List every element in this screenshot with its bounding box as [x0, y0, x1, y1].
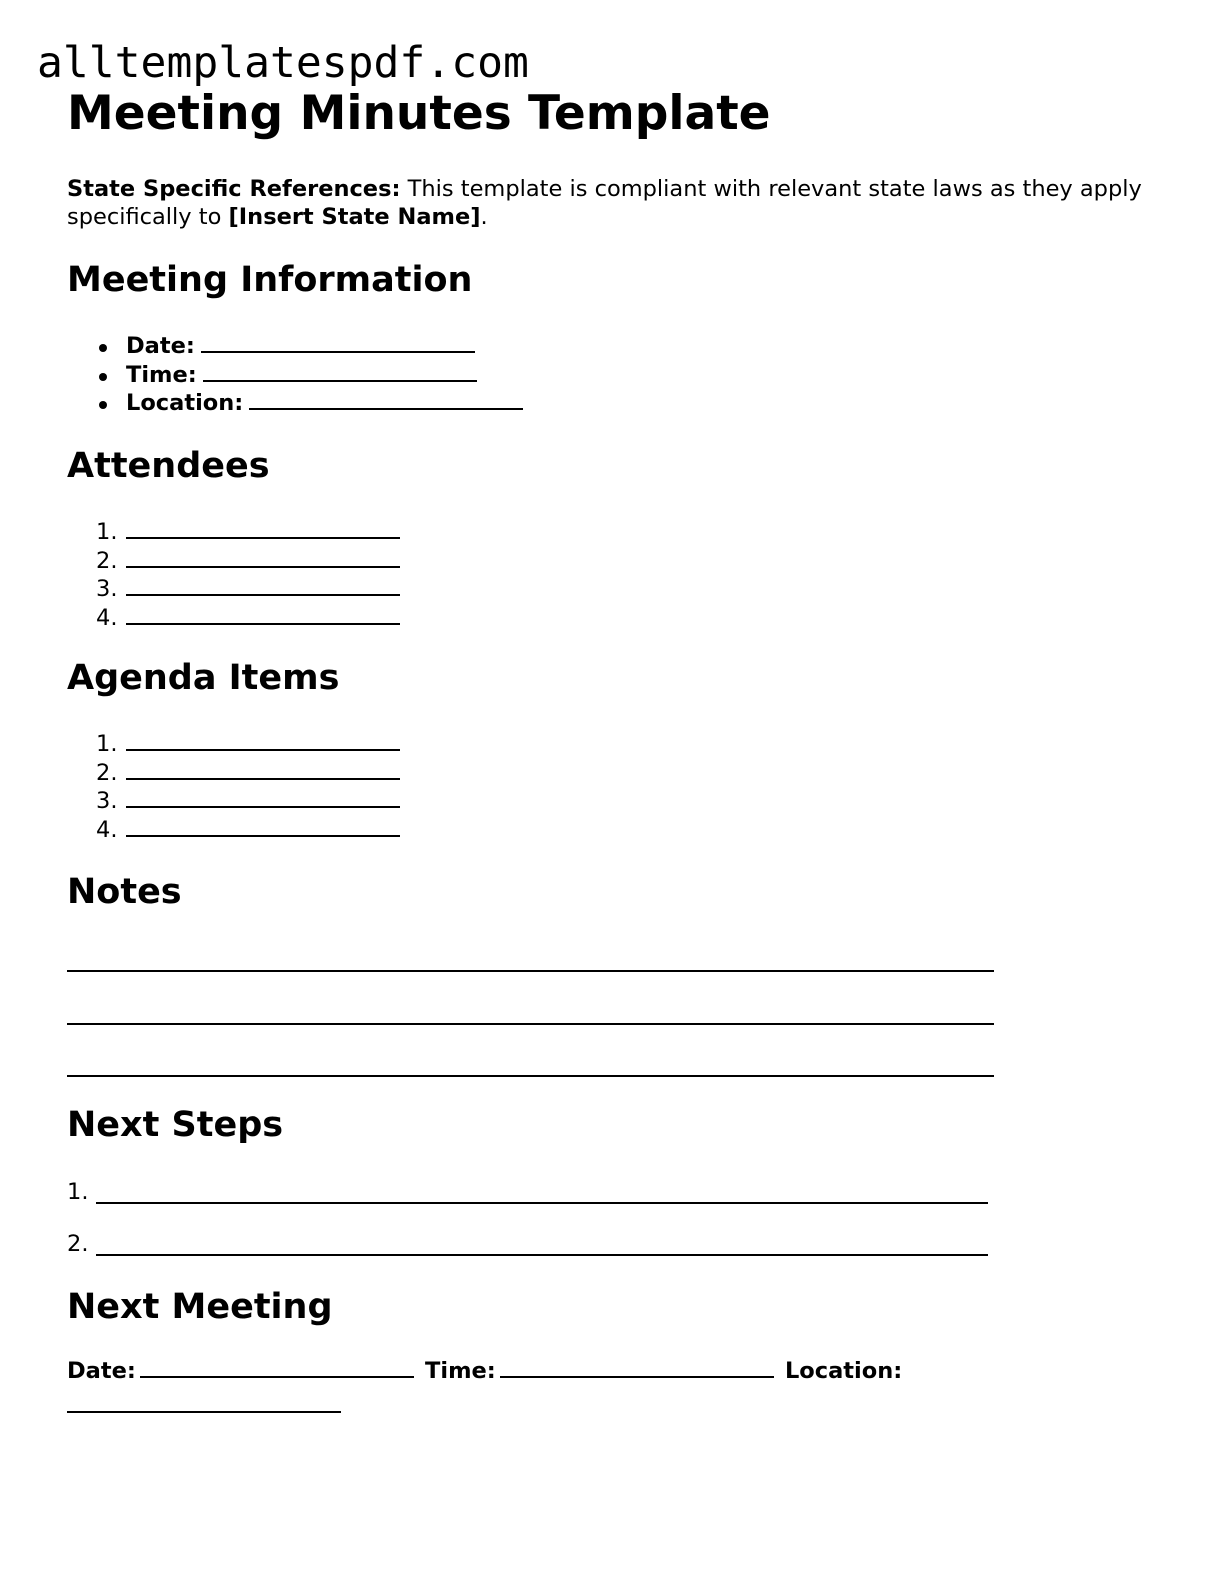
agenda-items-list: [67, 730, 400, 844]
notes-line[interactable]: [67, 970, 994, 972]
list-number: 2.: [96, 759, 118, 786]
next-steps-heading: Next Steps: [67, 1105, 284, 1145]
next-step-field[interactable]: [96, 1254, 988, 1256]
attendee-field[interactable]: [126, 575, 400, 596]
agenda-item-field[interactable]: [126, 787, 400, 808]
list-number: 1.: [96, 519, 118, 545]
attendee-item: [67, 575, 400, 604]
notes-heading: Notes: [67, 872, 182, 912]
meeting-information-list: [67, 332, 523, 418]
list-number: 2.: [67, 1231, 89, 1257]
list-number: 4.: [96, 604, 118, 631]
attendee-field[interactable]: [126, 547, 400, 568]
notes-line[interactable]: [67, 1023, 994, 1025]
agenda-items-heading: Agenda Items: [67, 658, 340, 698]
list-number: 4.: [96, 816, 118, 843]
attendees-heading: Attendees: [67, 446, 270, 486]
list-number: 2.: [96, 547, 118, 574]
next-meeting-location-label: Location:: [784, 1358, 903, 1384]
list-number: 1.: [96, 731, 118, 757]
meeting-date-item: [67, 332, 523, 361]
attendees-list: [67, 518, 400, 632]
meeting-time-label: Time:: [126, 361, 197, 388]
next-meeting-location-field[interactable]: [67, 1411, 341, 1413]
next-meeting-fields: [67, 1357, 902, 1385]
agenda-item: [67, 787, 400, 816]
meeting-information-heading: Meeting Information: [67, 260, 473, 300]
bullet-icon: [99, 373, 107, 381]
next-meeting-date-field[interactable]: [140, 1357, 414, 1378]
notes-line[interactable]: [67, 1075, 994, 1077]
next-meeting-heading: Next Meeting: [67, 1287, 333, 1327]
attendee-item: [67, 518, 400, 547]
meeting-date-label: Date:: [126, 333, 195, 359]
next-step-item: [67, 1178, 88, 1206]
meeting-date-field[interactable]: [201, 332, 475, 353]
bullet-icon: [99, 344, 107, 352]
attendee-field[interactable]: [126, 604, 400, 625]
meeting-location-field[interactable]: [249, 389, 523, 410]
state-references-paragraph: [67, 175, 1157, 231]
agenda-item: [67, 759, 400, 788]
next-step-field[interactable]: [96, 1202, 988, 1204]
meeting-location-label: Location:: [126, 390, 244, 416]
attendee-field[interactable]: [126, 518, 400, 539]
agenda-item-field[interactable]: [126, 759, 400, 780]
list-number: 3.: [96, 788, 118, 814]
meeting-time-field[interactable]: [203, 361, 477, 382]
state-name-placeholder: [Insert State Name]: [228, 204, 481, 230]
attendee-item: [67, 604, 400, 633]
agenda-item: [67, 816, 400, 845]
page-title: Meeting Minutes Template: [67, 86, 771, 141]
meeting-time-item: [67, 361, 523, 390]
meeting-location-item: [67, 389, 523, 418]
paragraph-end: .: [480, 204, 488, 230]
list-number: 3.: [96, 576, 118, 602]
attendee-item: [67, 547, 400, 576]
state-references-label: State Specific References:: [67, 176, 401, 202]
agenda-item-field[interactable]: [126, 730, 400, 751]
next-meeting-date-label: Date:: [67, 1358, 136, 1384]
next-meeting-time-label: Time:: [425, 1358, 496, 1384]
state-references-text: This template is compliant with relevant state laws as they apply specifically to: [67, 176, 1142, 230]
site-watermark: alltemplatespdf.com: [37, 38, 529, 88]
next-meeting-time-field[interactable]: [500, 1357, 774, 1378]
agenda-item: [67, 730, 400, 759]
next-step-item: [67, 1230, 88, 1258]
agenda-item-field[interactable]: [126, 816, 400, 837]
bullet-icon: [99, 401, 107, 409]
list-number: 1.: [67, 1179, 89, 1205]
